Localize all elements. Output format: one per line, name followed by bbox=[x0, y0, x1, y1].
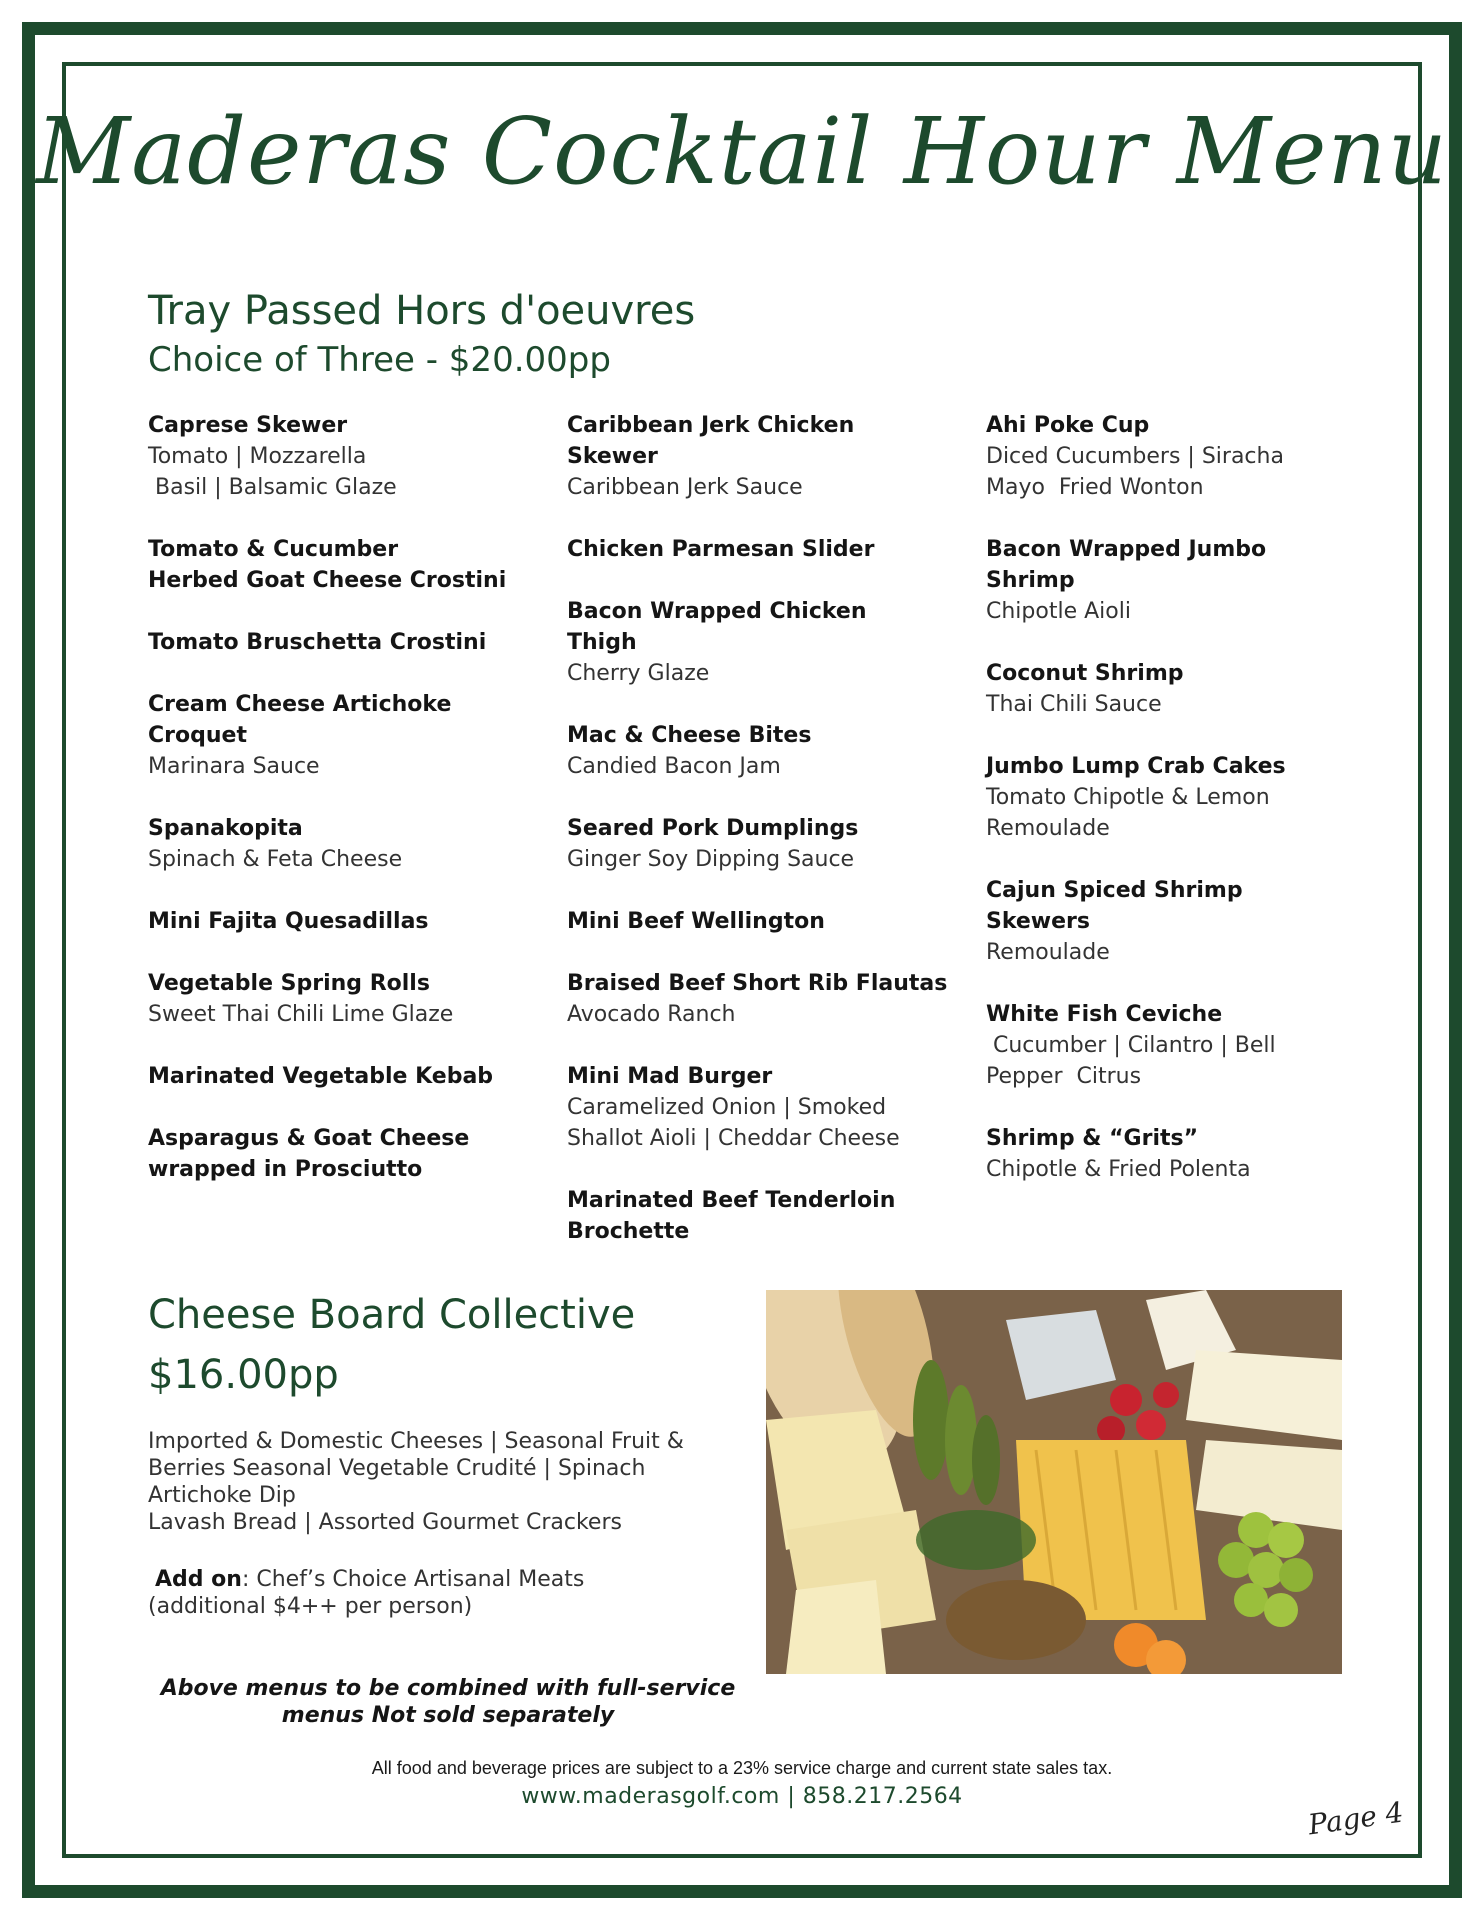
menu-item-name: Chicken Parmesan Slider bbox=[567, 537, 875, 562]
menu-item-name: Caprese Skewer bbox=[148, 413, 348, 438]
menu-item bbox=[148, 1061, 548, 1092]
menu-item-name: Tomato Bruschetta Crostini bbox=[148, 630, 487, 655]
menu-item bbox=[567, 813, 967, 875]
menu-item-description: Marinara Sauce bbox=[148, 754, 320, 779]
menu-item bbox=[986, 658, 1386, 720]
addon-text: : Chef’s Choice Artisanal Meats bbox=[241, 1567, 585, 1592]
menu-item-description: Chipotle & Fried Polenta bbox=[986, 1157, 1251, 1182]
cheese-desc-line: Artichoke Dip bbox=[148, 1483, 296, 1508]
menu-item bbox=[148, 968, 548, 1030]
menu-item bbox=[567, 1185, 967, 1247]
menu-item bbox=[986, 999, 1386, 1092]
menu-item-description: Spinach & Feta Cheese bbox=[148, 847, 403, 872]
menu-item-name: Mini Fajita Quesadillas bbox=[148, 909, 429, 934]
menu-item-name: Bacon Wrapped Chicken Thigh bbox=[567, 599, 867, 655]
menu-item-name: Caribbean Jerk Chicken Skewer bbox=[567, 413, 855, 469]
menu-item-name: Mini Beef Wellington bbox=[567, 909, 825, 934]
cheese-desc-line: Berries Seasonal Vegetable Crudité | Spinach bbox=[148, 1456, 646, 1481]
cheese-addon bbox=[148, 1566, 708, 1620]
menu-item-name: Bacon Wrapped Jumbo Shrimp bbox=[986, 537, 1267, 593]
menu-item bbox=[986, 410, 1386, 503]
service-notice bbox=[148, 1675, 748, 1729]
menu-item bbox=[567, 906, 967, 937]
menu-item-description: Diced Cucumbers | Siracha Mayo Fried Wonton bbox=[986, 444, 1284, 500]
menu-item bbox=[567, 596, 967, 689]
menu-item-name: Seared Pork Dumplings bbox=[567, 816, 859, 841]
notice-line-2: menus Not sold separately bbox=[281, 1703, 615, 1728]
menu-item-description: Thai Chili Sauce bbox=[986, 692, 1162, 717]
menu-item-name: Jumbo Lump Crab Cakes bbox=[986, 754, 1286, 779]
menu-item-description: Tomato | Mozzarella Basil | Balsamic Glaze bbox=[148, 444, 397, 500]
menu-item-name: Braised Beef Short Rib Flautas bbox=[567, 971, 948, 996]
menu-item-description: Ginger Soy Dipping Sauce bbox=[567, 847, 855, 872]
menu-item-name: Vegetable Spring Rolls bbox=[148, 971, 430, 996]
menu-item bbox=[986, 875, 1386, 968]
menu-item-name: Spanakopita bbox=[148, 816, 303, 841]
menu-item bbox=[148, 410, 548, 503]
cheese-desc-line: Lavash Bread | Assorted Gourmet Crackers bbox=[148, 1510, 622, 1535]
menu-column-1 bbox=[148, 410, 548, 1216]
cheese-board-description bbox=[148, 1428, 708, 1536]
menu-item-name: Marinated Beef Tenderloin Brochette bbox=[567, 1188, 896, 1244]
menu-item bbox=[148, 534, 548, 596]
menu-item bbox=[567, 1061, 967, 1154]
menu-item-name: Cream Cheese Artichoke Croquet bbox=[148, 692, 452, 748]
cheese-board-photo bbox=[766, 1290, 1342, 1674]
cheese-board-heading: Cheese Board Collective bbox=[148, 1292, 636, 1338]
menu-item-description: Caramelized Onion | Smoked Shallot Aioli | Cheddar Cheese bbox=[567, 1095, 900, 1151]
menu-item-description: Tomato Chipotle & Lemon Remoulade bbox=[986, 785, 1270, 841]
menu-item-description: Avocado Ranch bbox=[567, 1002, 736, 1027]
tray-passed-heading: Tray Passed Hors d'oeuvres bbox=[148, 288, 696, 334]
menu-item bbox=[148, 1123, 548, 1185]
menu-item bbox=[148, 689, 548, 782]
contact-info[interactable]: www.maderasgolf.com | 858.217.2564 bbox=[521, 1784, 963, 1809]
addon-label: Add on bbox=[155, 1567, 242, 1592]
menu-item bbox=[567, 968, 967, 1030]
menu-item-description: Sweet Thai Chili Lime Glaze bbox=[148, 1002, 454, 1027]
menu-item bbox=[986, 534, 1386, 627]
menu-item bbox=[148, 813, 548, 875]
menu-item-name: Shrimp & “Grits” bbox=[986, 1126, 1199, 1151]
menu-item-description: Chipotle Aioli bbox=[986, 599, 1131, 624]
cheese-board-price: $16.00pp bbox=[148, 1352, 339, 1398]
cheese-desc-line: Imported & Domestic Cheeses | Seasonal Fruit & bbox=[148, 1429, 684, 1454]
menu-item-description: Remoulade bbox=[986, 940, 1110, 965]
menu-item-name: White Fish Ceviche bbox=[986, 1002, 1223, 1027]
menu-item-name: Coconut Shrimp bbox=[986, 661, 1184, 686]
menu-item-name: Cajun Spiced Shrimp Skewers bbox=[986, 878, 1243, 934]
menu-item bbox=[567, 534, 967, 565]
menu-item bbox=[986, 1123, 1386, 1185]
menu-item-description: Caribbean Jerk Sauce bbox=[567, 475, 803, 500]
menu-column-2 bbox=[567, 410, 967, 1278]
menu-item-name: Ahi Poke Cup bbox=[986, 413, 1150, 438]
menu-item-name: Tomato & Cucumber Herbed Goat Cheese Crostini bbox=[148, 537, 507, 593]
menu-item bbox=[567, 410, 967, 503]
page-number: Page 4 bbox=[1306, 1795, 1406, 1842]
menu-item-name: Mini Mad Burger bbox=[567, 1064, 773, 1089]
pricing-disclaimer: All food and beverage prices are subject to a 23% service charge and current state sales tax. bbox=[371, 1758, 1113, 1778]
menu-item bbox=[148, 906, 548, 937]
menu-title: Maderas Cocktail Hour Menu bbox=[36, 98, 1448, 205]
menu-item-name: Mac & Cheese Bites bbox=[567, 723, 812, 748]
menu-item bbox=[148, 627, 548, 658]
menu-item bbox=[567, 720, 967, 782]
menu-item-description: Candied Bacon Jam bbox=[567, 754, 781, 779]
menu-item bbox=[986, 751, 1386, 844]
menu-item-description: Cucumber | Cilantro | Bell Pepper Citrus bbox=[986, 1033, 1276, 1089]
addon-note: (additional $4++ per person) bbox=[148, 1594, 473, 1619]
menu-item-name: Asparagus & Goat Cheese wrapped in Prosciutto bbox=[148, 1126, 470, 1182]
menu-item-description: Cherry Glaze bbox=[567, 661, 710, 686]
tray-passed-price: Choice of Three - $20.00pp bbox=[148, 340, 611, 380]
menu-item-name: Marinated Vegetable Kebab bbox=[148, 1064, 494, 1089]
notice-line-1: Above menus to be combined with full-service bbox=[160, 1676, 736, 1701]
menu-column-3 bbox=[986, 410, 1386, 1216]
